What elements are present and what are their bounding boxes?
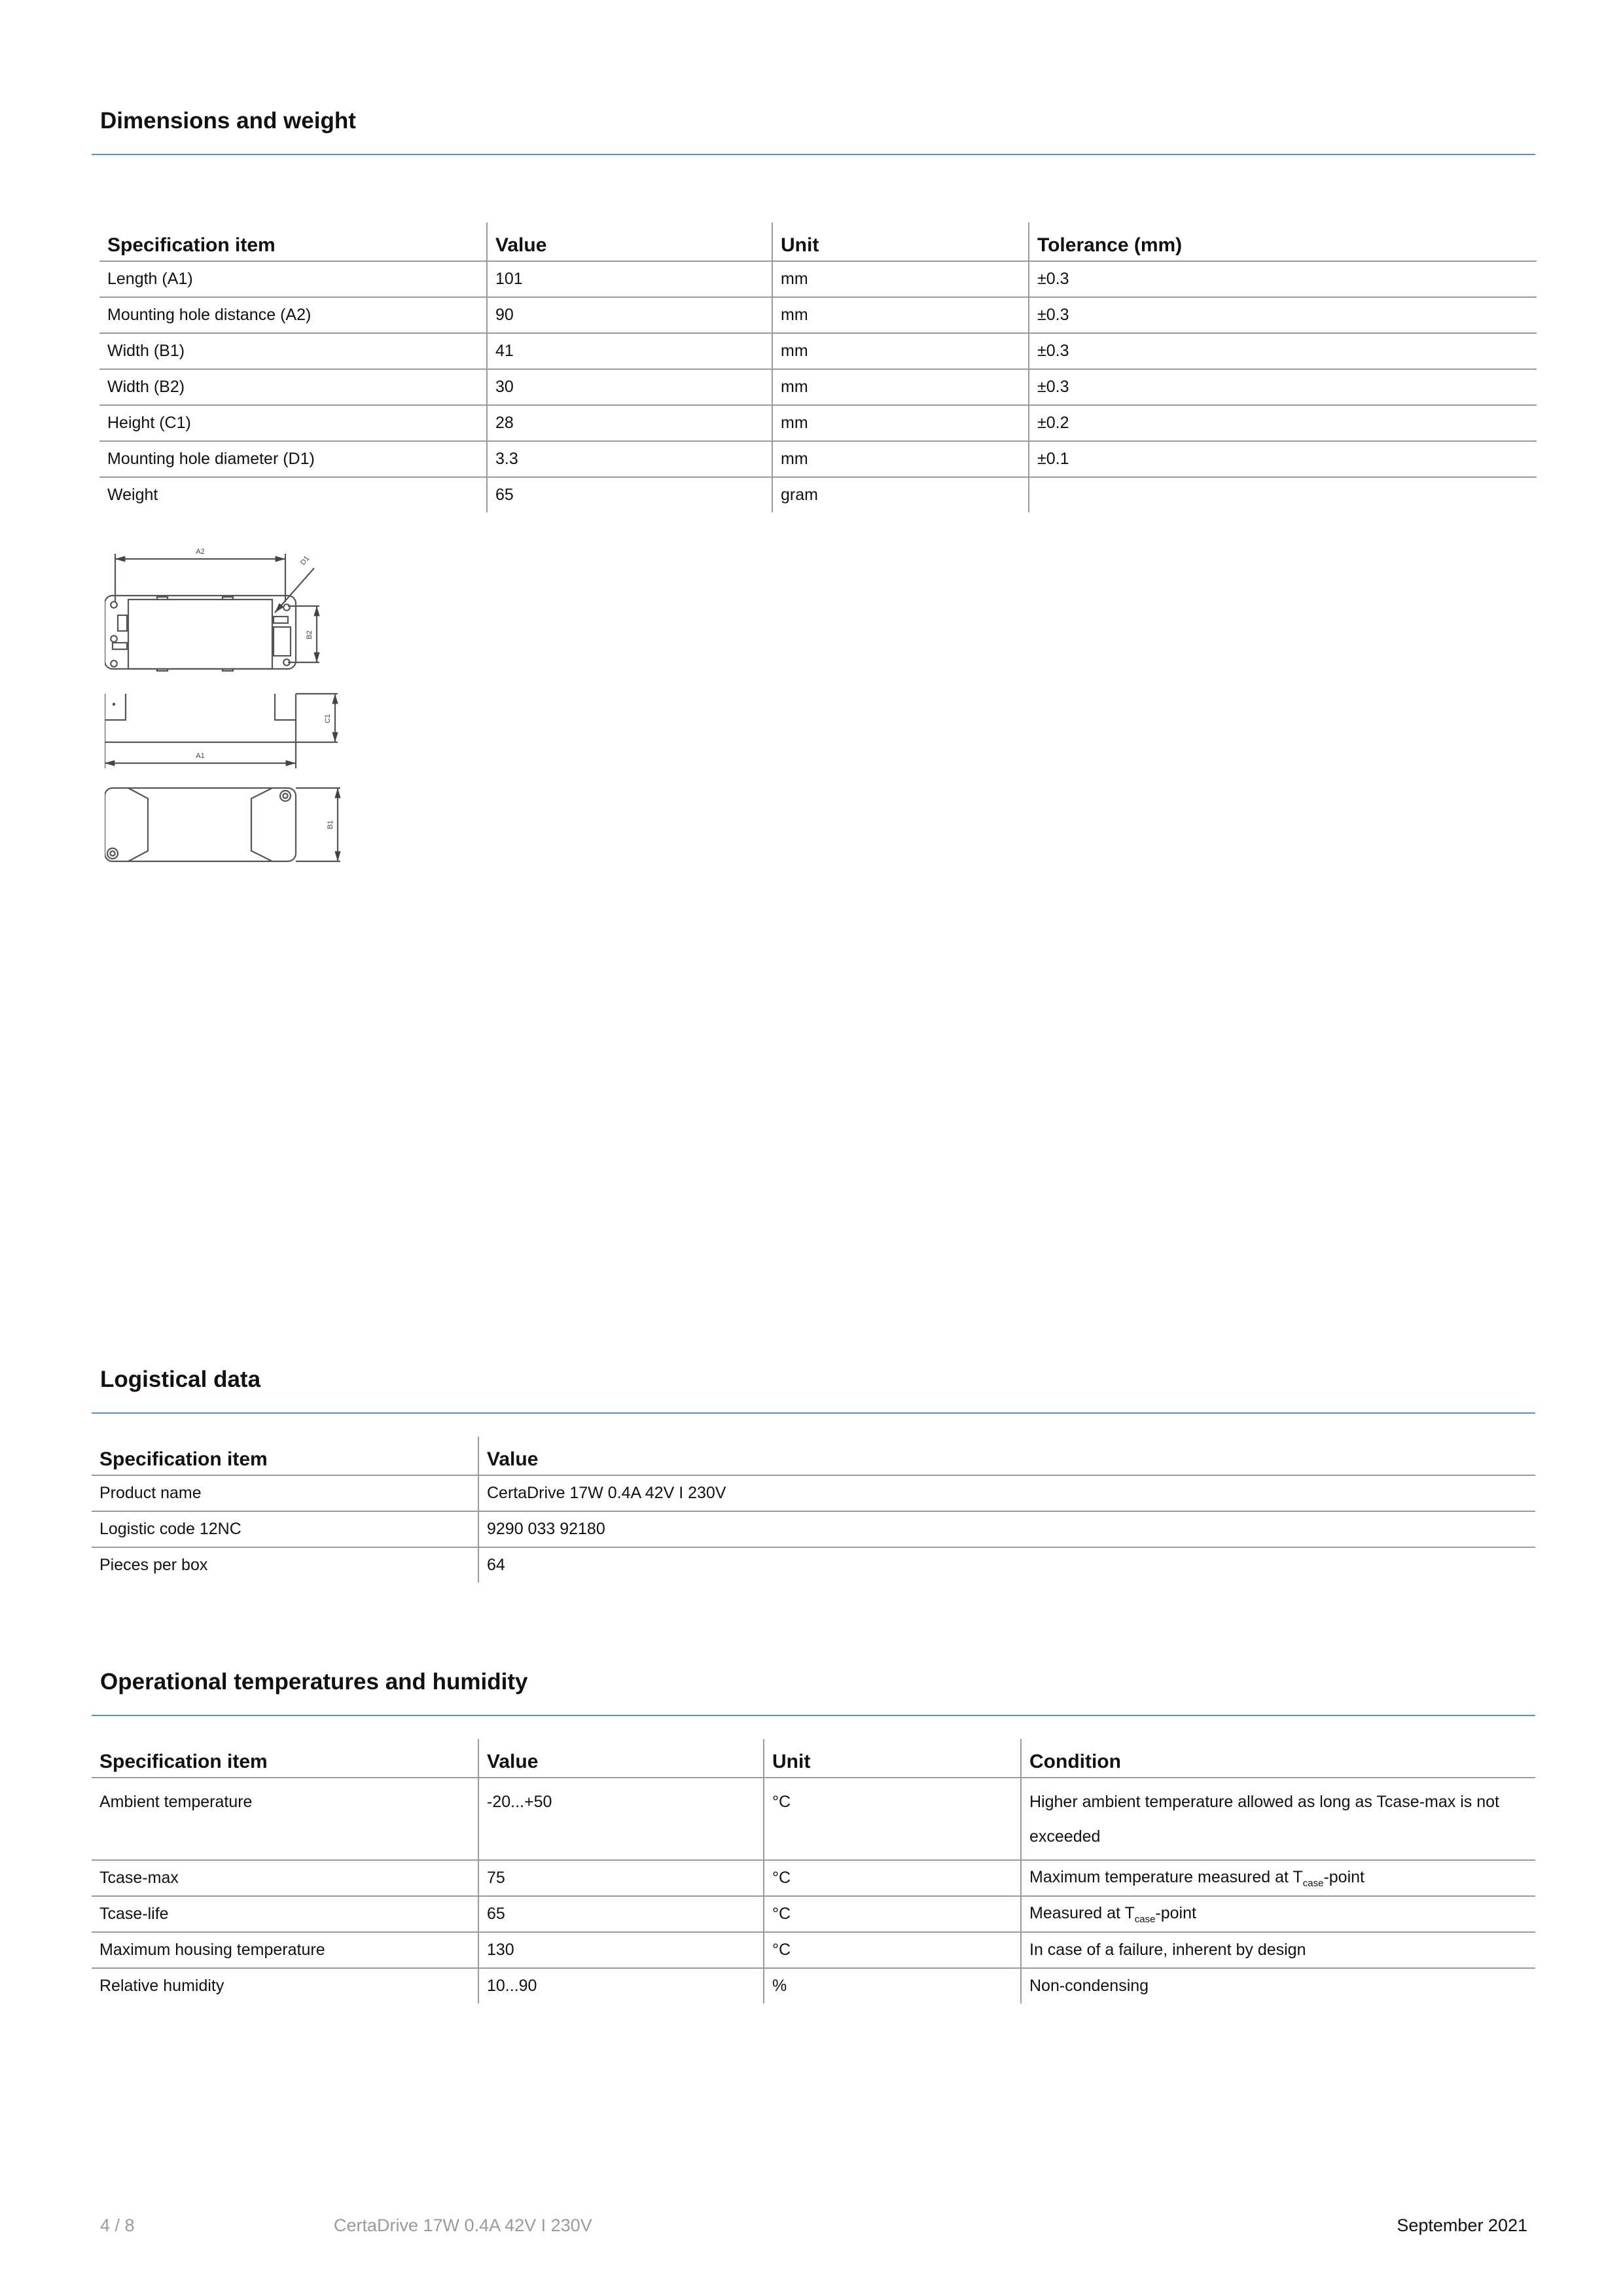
cell-value: 101 <box>487 261 772 297</box>
column-header: Value <box>478 1437 1535 1475</box>
cell-value: 10...90 <box>478 1968 764 2003</box>
operational-table <box>92 1739 1535 2003</box>
table-row <box>92 1968 1535 2003</box>
cell-item: Product name <box>92 1475 478 1511</box>
table-row <box>99 405 1537 441</box>
cell-tolerance: ±0.3 <box>1029 261 1537 297</box>
label-b1: B1 <box>327 820 334 829</box>
cell-item: Tcase-life <box>92 1896 478 1932</box>
dimensions-table <box>99 223 1537 512</box>
label-a2: A2 <box>196 548 205 556</box>
cell-tolerance: ±0.1 <box>1029 441 1537 477</box>
cell-value: -20...+50 <box>478 1778 764 1860</box>
cell-tolerance: ±0.3 <box>1029 333 1537 369</box>
cell-unit: mm <box>772 441 1029 477</box>
cell-tolerance: ±0.2 <box>1029 405 1537 441</box>
cell-item: Mounting hole diameter (D1) <box>99 441 487 477</box>
cell-unit: mm <box>772 261 1029 297</box>
cell-unit: mm <box>772 297 1029 333</box>
cell-unit: °C <box>764 1778 1021 1860</box>
cell-tolerance <box>1029 477 1537 512</box>
cell-unit: °C <box>764 1932 1021 1968</box>
cell-item: Width (B2) <box>99 369 487 405</box>
table-row <box>99 441 1537 477</box>
cell-condition: Maximum temperature measured at $T_{case}$-point <box>1021 1860 1535 1896</box>
cell-item: Weight <box>107 486 158 504</box>
footer-date: September 2021 <box>1397 2215 1527 2235</box>
cell-unit: gram <box>772 477 1029 512</box>
dimensions-title-rule <box>92 154 1535 155</box>
cell-item: Tcase-max <box>92 1860 478 1896</box>
cell-value: 3.3 <box>487 441 772 477</box>
cell-tolerance: ±0.3 <box>1029 297 1537 333</box>
table-row <box>92 1778 1535 1860</box>
column-header: Value <box>478 1739 764 1778</box>
column-header: Unit <box>772 223 1029 261</box>
dimensions-section-title: Dimensions and weight <box>100 108 356 134</box>
column-header: Specification item <box>92 1437 478 1475</box>
table-row <box>92 1547 1535 1583</box>
cell-item: Height (C1) <box>99 405 487 441</box>
cell-unit: °C <box>764 1896 1021 1932</box>
cell-value: 65 <box>478 1896 764 1932</box>
cell-unit: mm <box>772 369 1029 405</box>
operational-section-title: Operational temperatures and humidity <box>100 1669 528 1695</box>
table-row <box>92 1932 1535 1968</box>
cell-value: 28 <box>487 405 772 441</box>
cell-value: 90 <box>487 297 772 333</box>
cell-value: 9290 033 92180 <box>478 1511 1535 1547</box>
table-row <box>92 1475 1535 1511</box>
label-a1: A1 <box>196 752 205 760</box>
cell-value: 41 <box>487 333 772 369</box>
cell-condition: Measured at $T_{case}$-point <box>1021 1896 1535 1932</box>
table-row <box>99 369 1537 405</box>
cell-tolerance: ±0.3 <box>1029 369 1537 405</box>
table-row <box>92 1511 1535 1547</box>
top-view <box>105 548 319 671</box>
table-row <box>99 477 1537 512</box>
label-c1: C1 <box>324 713 332 724</box>
side-view <box>105 694 338 768</box>
cell-item: Mounting hole distance (A2) <box>99 297 487 333</box>
column-header: Unit <box>764 1739 1021 1778</box>
cell-value: 75 <box>478 1860 764 1896</box>
column-header: Specification item <box>92 1739 478 1778</box>
cell-value: 30 <box>487 369 772 405</box>
table-row <box>92 1896 1535 1932</box>
cell-unit: mm <box>772 405 1029 441</box>
table-row <box>92 1860 1535 1896</box>
cell-unit: °C <box>764 1860 1021 1896</box>
cell-condition: Non-condensing <box>1021 1968 1535 2003</box>
cell-item: Maximum housing temperature <box>92 1932 478 1968</box>
bottom-view <box>105 788 340 861</box>
label-d1: D1 <box>299 554 312 567</box>
cell-item: Length (A1) <box>99 261 487 297</box>
cell-condition: In case of a failure, inherent by design <box>1021 1932 1535 1968</box>
cell-value: 130 <box>478 1932 764 1968</box>
footer-page-number: 4 / 8 <box>100 2215 135 2235</box>
table-header-row <box>92 1437 1535 1475</box>
cell-item: Logistic code 12NC <box>92 1511 478 1547</box>
column-header: Tolerance (mm) <box>1029 223 1537 261</box>
cell-item: Pieces per box <box>99 1556 208 1574</box>
cell-item: Ambient temperature <box>92 1778 478 1860</box>
footer-product-name: CertaDrive 17W 0.4A 42V I 230V <box>334 2215 592 2235</box>
cell-value: 65 <box>487 477 772 512</box>
cell-value: 64 <box>478 1547 1535 1583</box>
logistics-section-title: Logistical data <box>100 1367 261 1392</box>
table-header-row <box>99 223 1537 261</box>
dimension-drawing <box>105 543 654 1224</box>
table-row <box>99 261 1537 297</box>
column-header: Value <box>487 223 772 261</box>
operational-title-rule <box>92 1715 1535 1716</box>
logistics-table <box>92 1437 1535 1583</box>
column-header: Specification item <box>99 223 487 261</box>
column-header: Condition <box>1021 1739 1535 1778</box>
cell-condition: Higher ambient temperature allowed as long as Tcase-max is not exceeded <box>1021 1778 1535 1860</box>
cell-unit: % <box>764 1968 1021 2003</box>
table-header-row <box>92 1739 1535 1778</box>
table-row <box>99 333 1537 369</box>
cell-unit: mm <box>772 333 1029 369</box>
cell-item: Width (B1) <box>99 333 487 369</box>
cell-item: Relative humidity <box>99 1977 224 1995</box>
cell-value: CertaDrive 17W 0.4A 42V I 230V <box>478 1475 1535 1511</box>
table-row <box>99 297 1537 333</box>
logistics-title-rule <box>92 1412 1535 1414</box>
label-b2: B2 <box>306 630 313 639</box>
